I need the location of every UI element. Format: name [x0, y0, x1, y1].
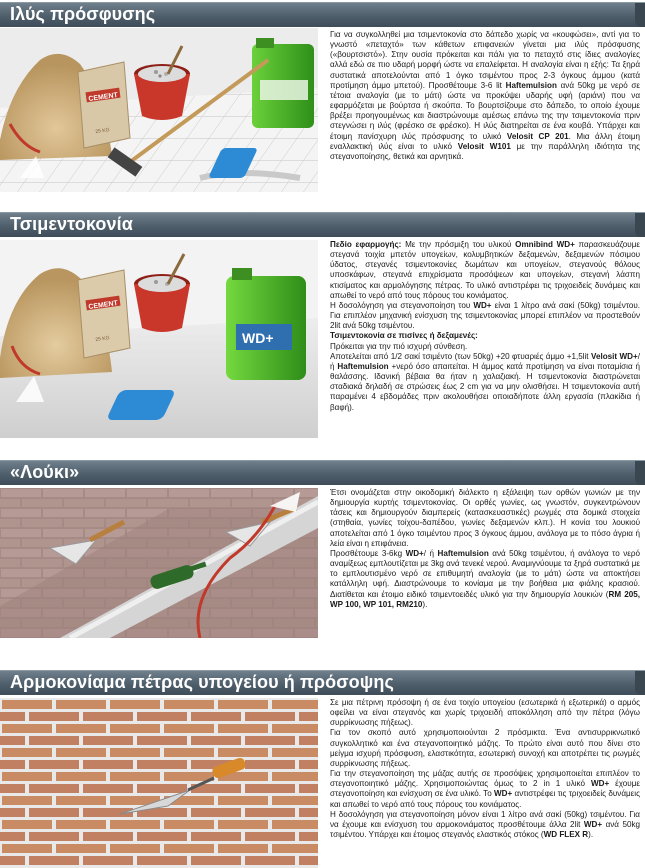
- bold-text-run: Τσιμεντοκονία σε πισίνες ή δεξαμενές:: [330, 331, 478, 341]
- text-run: Πρόκειται για την πιό ισχυρή σύνθεση.: [330, 341, 468, 351]
- cement-bag: [78, 62, 130, 148]
- bold-text-run: WD+: [494, 789, 513, 799]
- text-run: αντιστρέφει τις τριχοειδείς δυνάμεις και απωθεί το νερό από τους πόρους του κονιάματος.: [330, 789, 640, 809]
- text-run: Η δοσολόγηση για στεγανοποίηση του: [330, 300, 474, 310]
- section-title: Τσιμεντοκονία: [10, 214, 133, 234]
- bold-text-run: Velosit CP 201: [506, 131, 569, 141]
- bold-text-run: Omnibind WD+: [515, 240, 575, 249]
- section-body: [330, 488, 640, 610]
- section-body: [330, 30, 640, 162]
- header-tab-decoration: [635, 461, 645, 485]
- bag-weight: 25 KG: [95, 335, 110, 344]
- paragraph: [330, 488, 640, 549]
- section-header-bar: [0, 460, 645, 485]
- text-run: Με την πρόσμιξη του υλικού: [401, 240, 516, 249]
- bold-text-run: Πεδίο εφαρμογής:: [330, 240, 402, 249]
- text-run: ανά 50kg με νερό σε τέτοια αναλογία (με το μάτι) ώστε να προκύψει υδαρής υφή (αριάνι) που να εφαρμόζεται με βούρτσα ή σκούπα. Το βουρτσίζουμε στο δάπεδο, το οποίο έχουμε βρέξει προηγουμένως και διαστρώνουμε αμέσως επάνω της την τσιμεντοκονία πριν στεγνώσει η ιλύς (φρέσκο σε φρέσκο). Η ιλύς διατηρείται σε ένα κουβά. Υπάρχει και έτοιμη πανίσχυρη ιλύς πρόσφυσης το υλικό: [330, 80, 640, 141]
- text-run: Έτσι ονομάζεται στην οικοδομική διάλεκτο η εξάλειψη των ορθών γωνιών με την δημιουργία κυρτής τσιμεντοκονίας. Οι ορθές γωνίες, ως γνωστόν, συγκεντρώνουν τάσεις και δημιουργούν διαμπερείς (κατασκευαστικές) ρωγμές στα δομικά στοιχεία (στηθαία, γωνίες τοίχου-δαπέδου, γωνίες δεξαμενών κλπ.). Η κονία του λουκιού αποτελείται από 1 όγκο τσιμέντου προς 3 όγκους άμμου, ανάλογα με το πόσο άγρια ή λεία είναι η επιφάνεια.: [330, 488, 640, 548]
- text-run: έχουμε στεγανοποίηση και ενίσχυση σε ένα υλικό. Το: [330, 779, 640, 799]
- paragraph: [330, 352, 640, 413]
- text-run: ανά 50kg τσιμέντου, ή ανάλογα το νερό αναμίξεως εμπλουτίζεται με 3kg ανά τενεκέ νερού. Αναμιγνύουμε τα ξηρά συστατικά με το εμπλουτισμένο νερό σε επιθυμητή αναλογία (με το μάτι) ώστε να αποκτήσει κατάλληλη υφή. Διαστρώνουμε το κονίαμα με την βοήθεια μια φιάλης κρασιού. Διατίθεται και έτοιμο ειδικό τσιμεντοειδές υλικό για την δημιουργία λουκιών (: [330, 548, 641, 599]
- fillet-illustration: [0, 488, 318, 638]
- bold-text-run: Velosit W101: [457, 141, 511, 151]
- bold-text-run: Haftemulsion: [505, 80, 557, 90]
- text-run: Η δοσολόγηση για στεγανοποίηση μόνον είναι 1 λίτρο ανά σακί (50kg) τσιμέντου. Για να έχουμε και ενίσχυση του αρμοκονιάματος προσθέτουμε άλλα 2lit: [330, 809, 640, 829]
- text-run: ).: [422, 599, 428, 609]
- text-run: ).: [588, 830, 594, 840]
- section-body: [330, 698, 640, 840]
- paragraph: [330, 769, 640, 810]
- green-canister: [252, 38, 314, 128]
- text-run: Προσθέτουμε 3-6kg: [330, 548, 406, 558]
- paragraph: [330, 30, 640, 162]
- bold-text-run: Velosit WD+: [591, 351, 638, 361]
- paragraph: [330, 728, 640, 769]
- bold-text-run: RM 205, WP 100, WP 101, RM210: [330, 589, 640, 609]
- text-run: παρασκευάζουμε στεγανά τοιχία μπετόν υπογείων, κολυμβητικών δεξαμενών, δεξαμενών πόσιμου ύδατος, στεγανές τσιμεντοκονίες δωμάτων και υπογείων, στεγανούς θόλους υποσκάφων, στεγανά επιχρίσματα προσόψεων και υπογείων, στεγανή λάσπη κτισίματος και αρμολόγησης πέτρας. Το υλικό αντιστρέφει τις τριχοειδείς δυνάμεις και απωθεί το νερό από τους πόρους του κονιάματος.: [330, 240, 640, 300]
- text-run: Για τον σκοπό αυτό χρησιμοποιούνται 2 πρόσμικτα. Ένα αντισυρρικνωτικό συγκολλητικό και ένα στεγανοποιητικό μάζης. Το πρώτο είναι αυτό που δίνει στο μείγμα ισχυρή πρόσφυση, ελαστικότητα, εσωτερική συνοχή και αποτρέπει τις ρωγμές συρρίκνωσης πήξεως.: [330, 728, 640, 768]
- bag-weight: 25 KG: [95, 127, 110, 136]
- text-run: Αποτελείται από 1/2 σακί τσιμέντο (των 50kg) +20 φτυαριές άμμο +1,5lit: [330, 351, 591, 361]
- header-tab-decoration: [635, 3, 645, 27]
- text-run: είναι 1 λίτρο ανά σακί (50kg) τσιμέντου. Για επιπλέον μηχανική ενίσχυση της τσιμεντοκονίας μπορεί επιπλέον να προστεθούν 2lit ανά 50kg τσιμέντου.: [330, 300, 641, 331]
- bold-text-run: WD FLEX R: [543, 830, 589, 840]
- cement-bag: [78, 270, 130, 358]
- bold-text-run: Haftemulsion: [337, 361, 389, 371]
- slurry-illustration: [0, 28, 318, 192]
- pointing-illustration: [0, 698, 318, 868]
- paragraph: [330, 342, 640, 352]
- section-title: «Λούκι»: [10, 462, 80, 482]
- text-run: ανά 50kg τσιμέντου. Υπάρχει και έτοιμος στεγανός ελαστικός στόκος (: [330, 819, 640, 840]
- bag-label: CEMENT: [88, 299, 119, 312]
- bold-text-run: WD+: [583, 819, 603, 829]
- bold-text-run: WD+: [405, 548, 424, 558]
- paragraph: [330, 301, 640, 331]
- paragraph: [330, 810, 640, 840]
- section-body: [330, 240, 640, 413]
- text-run: Για την στεγανοποίηση της μάζας αυτής σε προσόψεις χρησιμοποιείται επιπλέον το στεγανοποιητικό μάζης. Χρησιμοποιώντας όμως το 2 in 1 υλικό: [330, 769, 640, 789]
- section-header-bar: [0, 670, 645, 695]
- paragraph: [330, 331, 640, 341]
- section-title: Αρμοκονίαμα πέτρας υπογείου ή πρόσοψης: [10, 672, 394, 692]
- section-header-bar: [0, 2, 645, 27]
- bold-text-run: WD+: [590, 779, 610, 789]
- paragraph: [330, 698, 640, 728]
- bag-label: CEMENT: [88, 91, 119, 104]
- screed-illustration: [0, 240, 318, 438]
- text-run: / ή: [423, 548, 438, 558]
- text-run: . Μια άλλη έτοιμη εναλλακτική ιλύς είναι το υλικό: [330, 131, 640, 151]
- canister-label: WD+: [242, 330, 274, 346]
- text-run: με την παράλληλη ιδιότητα της στεγανοποίησης, θετικά και αρνητικά.: [330, 141, 640, 161]
- paragraph: [330, 549, 640, 610]
- paragraph: [330, 240, 640, 301]
- header-tab-decoration: [635, 671, 645, 695]
- green-canister: [226, 268, 306, 380]
- bold-text-run: WD+: [473, 300, 492, 310]
- text-run: / ή: [330, 351, 640, 371]
- section-header-bar: [0, 212, 645, 237]
- header-tab-decoration: [635, 213, 645, 237]
- text-run: +νερό όσο απαιτείται. Η άμμος κατά προτίμηση να είναι ποταμίσια ή θαλάσσης. Ιδανική βέβαια θα ήταν η χαλαζιακή. Η τσιμεντοκονία διαστρώνεται σταδιακά δηλαδή σε στρώσεις έως 2 cm για να μην ολισθήσει. Η τσιμεντοκονία αυτή παραμένει 4 εβδομάδες πριν ακολουθήσει οποιαδήποτε άλλη εργασία (πλακίδια ή βαφή).: [330, 361, 640, 412]
- section-title: Ιλύς πρόσφυσης: [10, 4, 156, 24]
- bold-text-run: Haftemulsion: [437, 548, 489, 558]
- text-run: Σε μια πέτρινη πρόσοψη ή σε ένα τοιχίο υπογείου (εσωτερικά ή εξωτερικά) ο αρμός οφείλει να είναι στεγανός και χωρίς τριχοειδή αποκόλληση από την πέτρα (λόγω συρρίκνωσης πήξεως).: [330, 698, 640, 728]
- text-run: Για να συγκολληθεί μια τσιμεντοκονία στο δάπεδο χωρίς να «κουφώσει», αντί για το γνωστό «πεταχτό» των κάθετων επιφανειών γίνεται μια ιλύς πρόσφυσης («βουρτσιστό»). Στην ουσία πρόκειται και πάλι για το πεταχτό στις ίδιες αναλογίες αλλά εδώ σε πιο υδαρή μορφή ώστε να επαλείφεται. Η αναλογία είναι η εξής: Τα ξηρά συστατικά αποτελούνται από 1 όγκο τσιμέντου προς 2-3 όγκους άμμου (κατά προτίμηση άμμο μπετού). Προσθέτουμε 3-6 lit: [330, 30, 640, 90]
